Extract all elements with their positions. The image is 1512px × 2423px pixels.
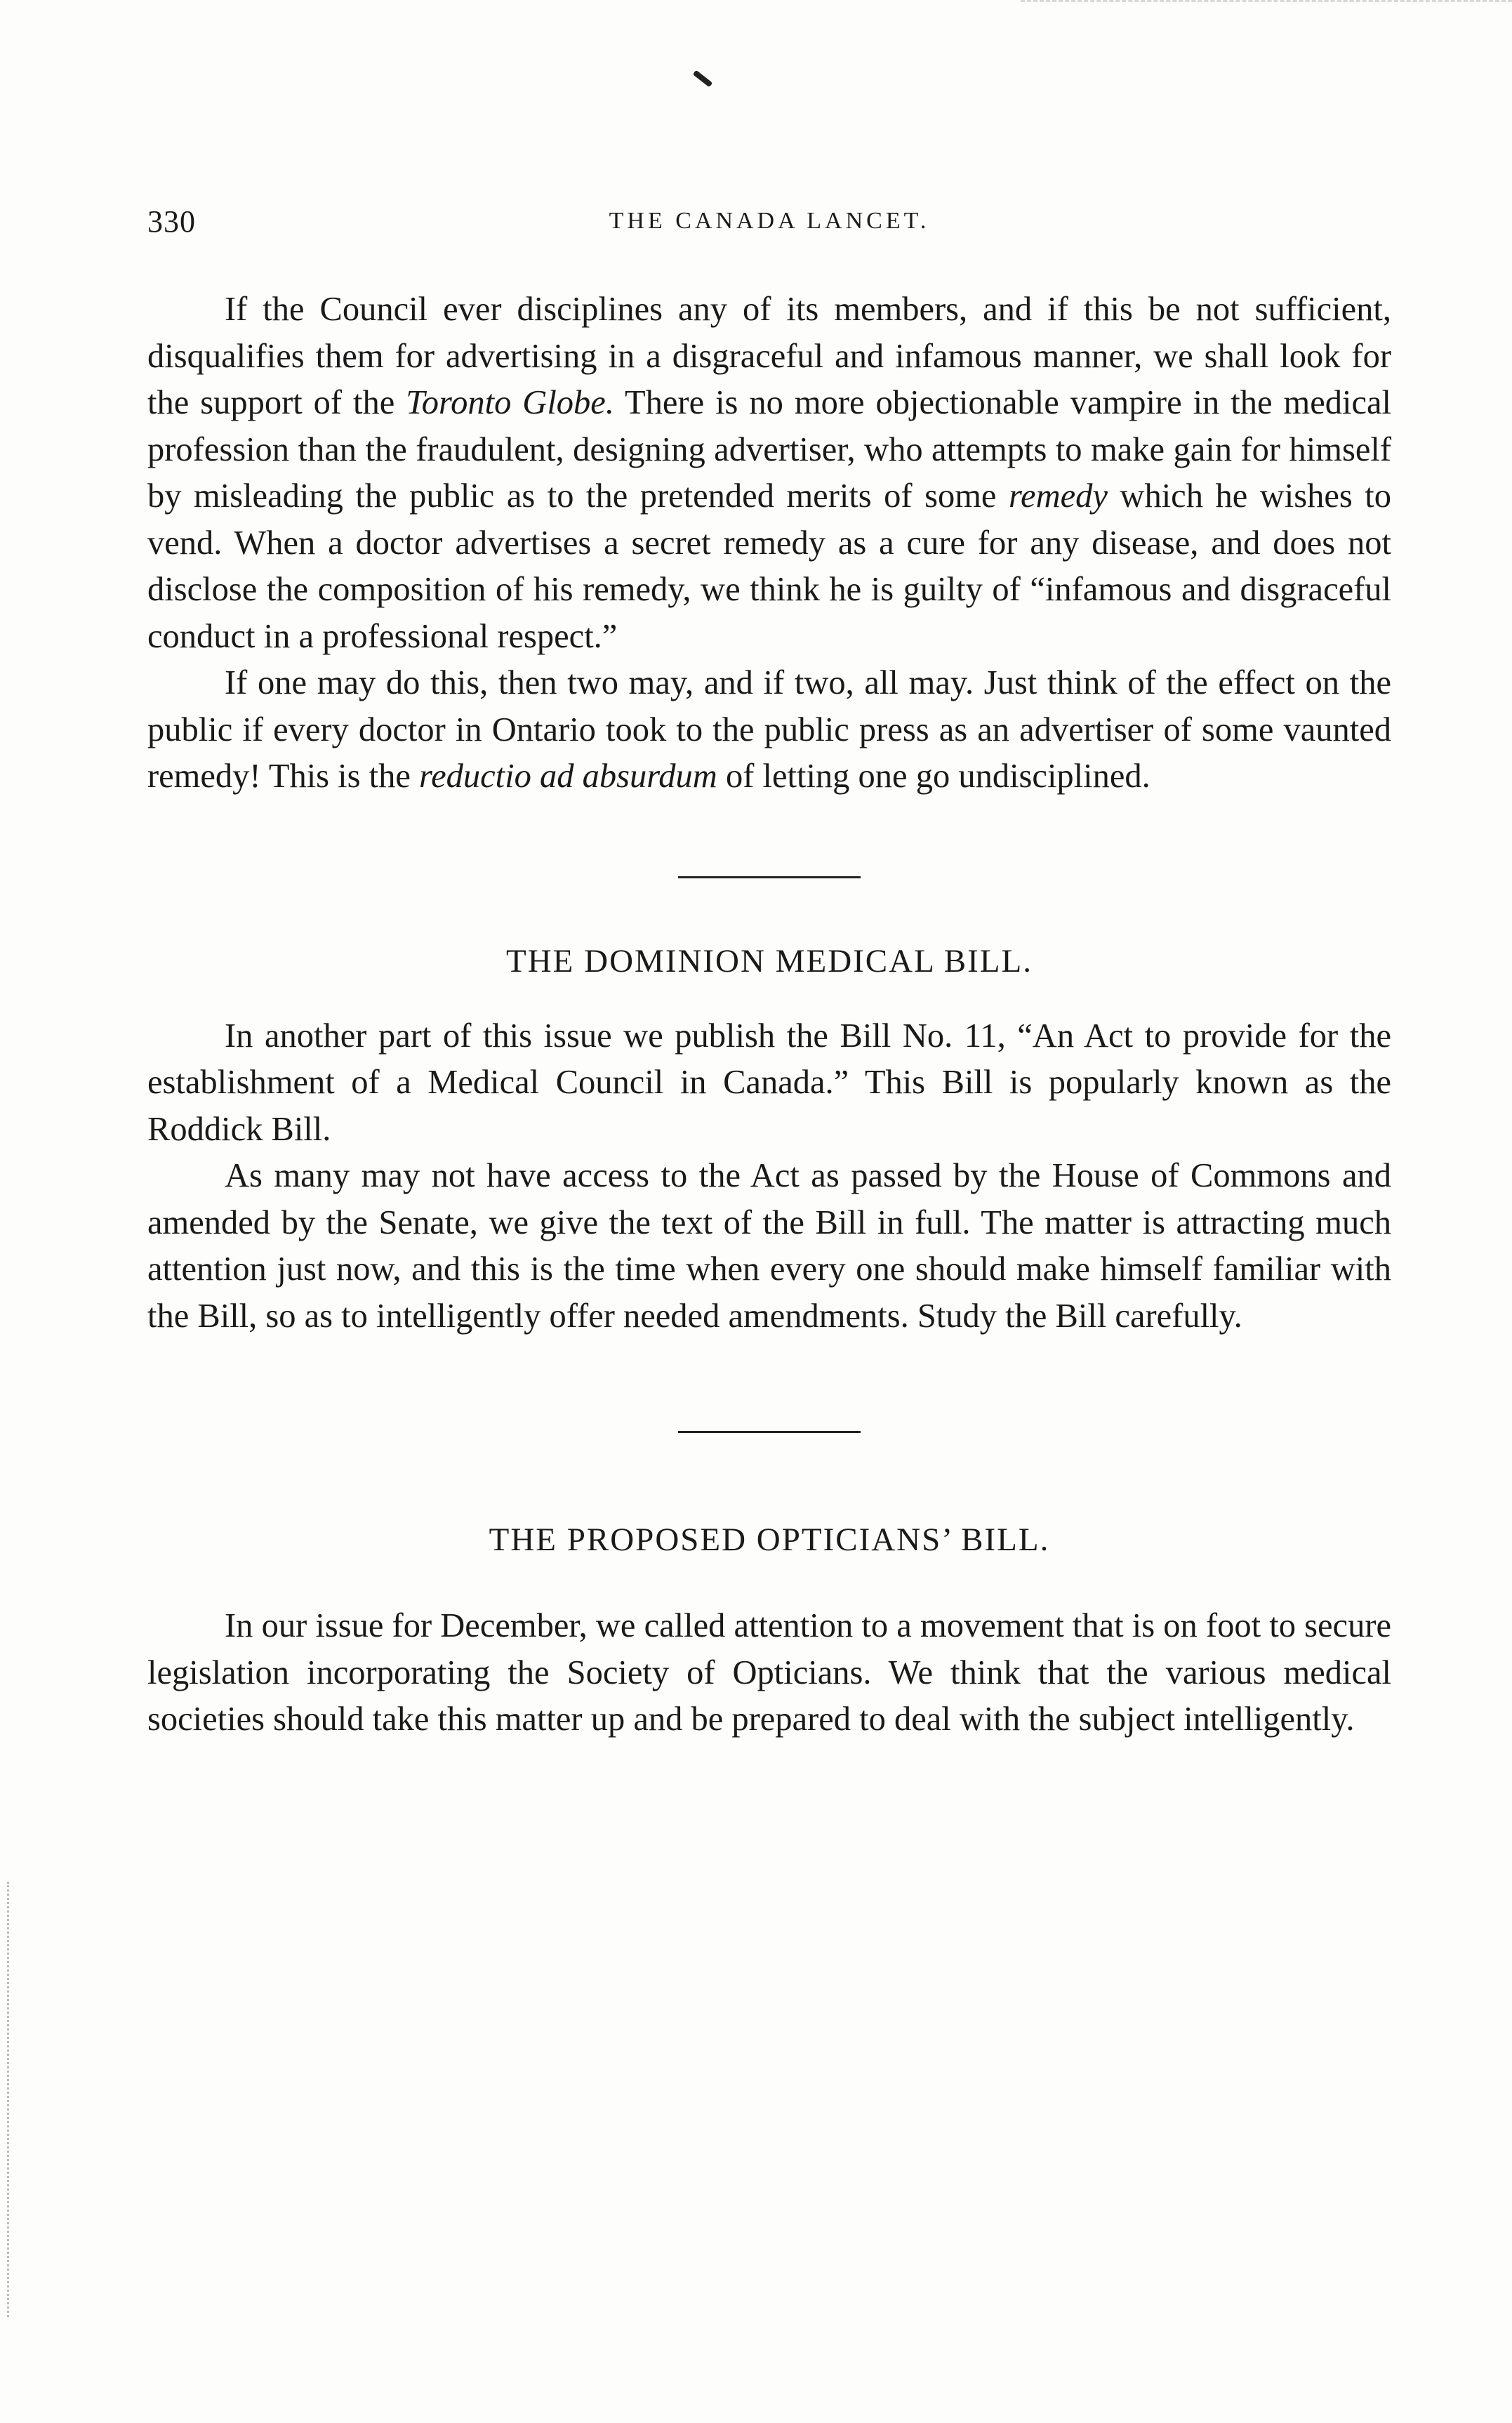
running-head <box>147 204 1391 246</box>
paragraph <box>147 286 1391 660</box>
section-divider <box>678 1431 861 1433</box>
paragraph: As many may not have access to the Act as passed by the House of Commons and amended by the Senate, we give the text of the Bill in full. The matter is attracting much attention just now, and this is the time when every one should make himself familiar with the Bill, so as to intelligently offer needed amendments. Study the Bill carefully. <box>147 1157 1391 1335</box>
paragraph: In another part of this issue we publish the Bill No. 11, “An Act to provide for the establishment of a Medical Council in Canada.” This Bill is popularly known as the Roddick Bill. <box>147 1017 1391 1148</box>
scan-edge-mark <box>1021 0 1512 6</box>
text-run: of letting one go undisciplined. <box>717 758 1150 795</box>
italic-text: reductio ad absurdum <box>419 758 717 795</box>
scan-margin-dots <box>7 1882 12 2317</box>
paragraph: In our issue for December, we called attention to a movement that is on foot to secure legislation incorporating the Society of Opticians. We think that the various medical societies should take this matter up and be prepared to deal with the subject intelligently. <box>147 1607 1391 1738</box>
article-advertising <box>147 286 1391 800</box>
article-title: THE PROPOSED OPTICIANS’ BILL. <box>489 1521 1050 1558</box>
ink-mark <box>693 70 713 88</box>
page-content <box>147 286 1391 1743</box>
italic-text: Toronto Globe. <box>406 384 614 421</box>
journal-title: THE CANADA LANCET. <box>609 208 930 234</box>
text-run: which he wishes to vend. When a doctor advertises a secret remedy as a cure for any disease, and does not disclose the composition of his remedy, we think he is guilty of “infamous and disgraceful conduct in a professional respect.” <box>147 477 1392 655</box>
article-dominion-medical-bill <box>147 940 1391 1340</box>
article-title: THE DOMINION MEDICAL BILL. <box>506 942 1033 979</box>
page <box>147 204 1391 1743</box>
text-run: If the Council ever disciplines any of its members, and if this be not sufficient, disqualifies them for advertising in a disgraceful and infamous manner, we shall look for the support of the <box>147 291 1391 421</box>
italic-text: remedy <box>1008 477 1108 515</box>
page-number: 330 <box>147 204 196 239</box>
article-opticians-bill <box>147 1519 1391 1743</box>
paragraph <box>147 660 1391 800</box>
text-run: There is no more objectionable vampire in the medical profession than the fraudulent, designing advertiser, who attempts to make gain for himself by misleading the public as to the pretended merits of some <box>147 384 1391 515</box>
section-divider <box>678 876 861 878</box>
text-run: If one may do this, then two may, and if two, all may. Just think of the effect on the public if every doctor in Ontario took to the public press as an advertiser of some vaunted remedy! This is the <box>147 664 1391 795</box>
